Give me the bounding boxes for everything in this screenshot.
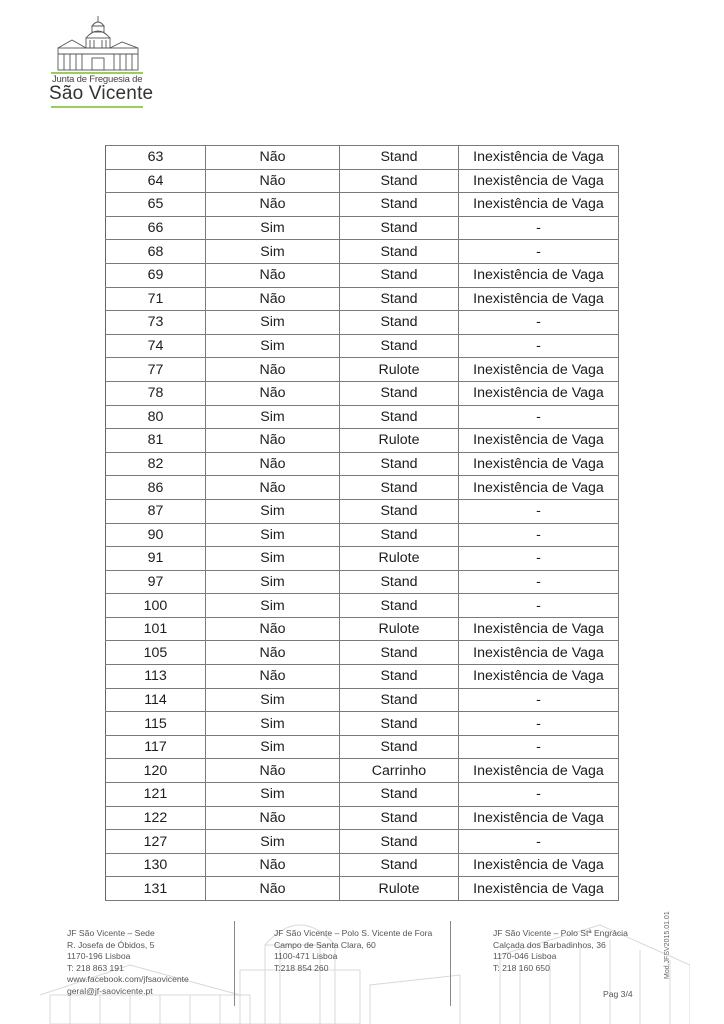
reason-cell: Inexistência de Vaga	[459, 617, 619, 641]
status-cell: Não	[206, 476, 340, 500]
type-cell: Stand	[340, 240, 459, 264]
reason-cell: Inexistência de Vaga	[459, 665, 619, 689]
number-cell: 91	[106, 547, 206, 571]
type-cell: Stand	[340, 641, 459, 665]
type-cell: Rulote	[340, 547, 459, 571]
type-cell: Stand	[340, 169, 459, 193]
type-cell: Stand	[340, 665, 459, 689]
table-row	[106, 452, 619, 476]
polo-engracia-address: Calçada dos Barbadinhos, 36	[493, 939, 606, 950]
reason-cell: -	[459, 570, 619, 594]
status-cell: Não	[206, 617, 340, 641]
footer-divider	[450, 921, 451, 1006]
table-row	[106, 146, 619, 170]
polo-fora-postal: 1100-471 Lisboa	[274, 951, 338, 962]
type-cell: Stand	[340, 570, 459, 594]
table-row	[106, 735, 619, 759]
reason-cell: Inexistência de Vaga	[459, 452, 619, 476]
logo-text-line1: Junta de Freguesia de	[52, 74, 143, 85]
type-cell: Stand	[340, 712, 459, 736]
status-cell: Não	[206, 806, 340, 830]
status-cell: Sim	[206, 405, 340, 429]
number-cell: 121	[106, 783, 206, 807]
status-cell: Não	[206, 169, 340, 193]
type-cell: Stand	[340, 476, 459, 500]
table-row	[106, 665, 619, 689]
table-row	[106, 287, 619, 311]
reason-cell: Inexistência de Vaga	[459, 263, 619, 287]
type-cell: Stand	[340, 381, 459, 405]
table-row	[106, 523, 619, 547]
number-cell: 105	[106, 641, 206, 665]
status-cell: Não	[206, 358, 340, 382]
table-row	[106, 193, 619, 217]
type-cell: Stand	[340, 334, 459, 358]
status-cell: Não	[206, 146, 340, 170]
polo-fora-title: JF São Vicente – Polo S. Vicente de Fora	[274, 928, 433, 938]
type-cell: Stand	[340, 806, 459, 830]
type-cell: Rulote	[340, 429, 459, 453]
number-cell: 113	[106, 665, 206, 689]
number-cell: 100	[106, 594, 206, 618]
status-cell: Sim	[206, 216, 340, 240]
status-cell: Não	[206, 429, 340, 453]
status-cell: Sim	[206, 334, 340, 358]
reason-cell: -	[459, 311, 619, 335]
type-cell: Rulote	[340, 617, 459, 641]
table-row	[106, 405, 619, 429]
reason-cell: Inexistência de Vaga	[459, 759, 619, 783]
type-cell: Stand	[340, 311, 459, 335]
number-cell: 63	[106, 146, 206, 170]
table-row	[106, 853, 619, 877]
number-cell: 97	[106, 570, 206, 594]
reason-cell: -	[459, 499, 619, 523]
type-cell: Rulote	[340, 358, 459, 382]
status-cell: Sim	[206, 688, 340, 712]
sede-email-link[interactable]: geral@jf-saovicente.pt	[67, 985, 153, 996]
type-cell: Stand	[340, 830, 459, 854]
table-row	[106, 169, 619, 193]
number-cell: 87	[106, 499, 206, 523]
number-cell: 122	[106, 806, 206, 830]
type-cell: Stand	[340, 216, 459, 240]
type-cell: Rulote	[340, 877, 459, 901]
sede-postal: 1170-196 Lisboa	[67, 951, 131, 962]
type-cell: Stand	[340, 735, 459, 759]
number-cell: 73	[106, 311, 206, 335]
reason-cell: -	[459, 405, 619, 429]
number-cell: 127	[106, 830, 206, 854]
polo-fora-phone: T:218 854 260	[274, 962, 329, 973]
type-cell: Stand	[340, 263, 459, 287]
number-cell: 115	[106, 712, 206, 736]
reason-cell: Inexistência de Vaga	[459, 429, 619, 453]
logo-text-line2: São Vicente	[49, 83, 154, 104]
status-cell: Não	[206, 853, 340, 877]
reason-cell: Inexistência de Vaga	[459, 358, 619, 382]
sede-title: JF São Vicente – Sede	[67, 928, 155, 938]
status-cell: Não	[206, 759, 340, 783]
sede-phone: T: 218 863 191	[67, 962, 124, 973]
sede-facebook-link[interactable]: www.facebook.com/jfsaovicente	[67, 974, 189, 985]
number-cell: 131	[106, 877, 206, 901]
number-cell: 120	[106, 759, 206, 783]
number-cell: 74	[106, 334, 206, 358]
status-cell: Não	[206, 641, 340, 665]
table-row	[106, 759, 619, 783]
reason-cell: -	[459, 712, 619, 736]
reason-cell: -	[459, 240, 619, 264]
polo-engracia-title: JF São Vicente – Polo Stª Engrácia	[493, 928, 628, 938]
reason-cell: Inexistência de Vaga	[459, 877, 619, 901]
reason-cell: Inexistência de Vaga	[459, 641, 619, 665]
status-cell: Sim	[206, 735, 340, 759]
table-row	[106, 688, 619, 712]
status-cell: Sim	[206, 240, 340, 264]
number-cell: 64	[106, 169, 206, 193]
reason-cell: -	[459, 830, 619, 854]
status-cell: Sim	[206, 712, 340, 736]
status-cell: Não	[206, 381, 340, 405]
number-cell: 82	[106, 452, 206, 476]
table-row	[106, 381, 619, 405]
building-logo-icon	[52, 14, 144, 72]
table-row	[106, 877, 619, 901]
type-cell: Stand	[340, 688, 459, 712]
reason-cell: -	[459, 334, 619, 358]
type-cell: Stand	[340, 146, 459, 170]
status-cell: Não	[206, 665, 340, 689]
logo	[48, 14, 154, 106]
type-cell: Stand	[340, 783, 459, 807]
number-cell: 80	[106, 405, 206, 429]
table-row	[106, 476, 619, 500]
reason-cell: Inexistência de Vaga	[459, 853, 619, 877]
polo-fora-address: Campo de Santa Clara, 60	[274, 939, 376, 950]
table-row	[106, 547, 619, 571]
number-cell: 114	[106, 688, 206, 712]
number-cell: 117	[106, 735, 206, 759]
number-cell: 69	[106, 263, 206, 287]
table-row	[106, 830, 619, 854]
logo-accent-bar	[51, 106, 143, 108]
status-cell: Não	[206, 877, 340, 901]
type-cell: Stand	[340, 405, 459, 429]
footer-address-sede	[67, 928, 189, 998]
status-cell: Sim	[206, 499, 340, 523]
reason-cell: Inexistência de Vaga	[459, 476, 619, 500]
status-cell: Sim	[206, 311, 340, 335]
table-row	[106, 641, 619, 665]
table-row	[106, 263, 619, 287]
type-cell: Stand	[340, 452, 459, 476]
status-cell: Sim	[206, 830, 340, 854]
status-cell: Sim	[206, 547, 340, 571]
table-row	[106, 594, 619, 618]
number-cell: 130	[106, 853, 206, 877]
type-cell: Stand	[340, 523, 459, 547]
reason-cell: -	[459, 216, 619, 240]
number-cell: 68	[106, 240, 206, 264]
status-cell: Não	[206, 287, 340, 311]
number-cell: 90	[106, 523, 206, 547]
polo-engracia-postal: 1170-046 Lisboa	[493, 951, 557, 962]
reason-cell: Inexistência de Vaga	[459, 146, 619, 170]
sede-address: R. Josefa de Óbidos, 5	[67, 939, 155, 950]
status-cell: Não	[206, 452, 340, 476]
table-row	[106, 712, 619, 736]
data-table	[105, 145, 619, 901]
table-row	[106, 240, 619, 264]
footer-address-polo-fora	[274, 928, 432, 974]
status-cell: Não	[206, 193, 340, 217]
table-row	[106, 358, 619, 382]
page-number: Pag 3/4	[603, 989, 633, 999]
number-cell: 101	[106, 617, 206, 641]
type-cell: Stand	[340, 853, 459, 877]
type-cell: Stand	[340, 287, 459, 311]
status-cell: Sim	[206, 523, 340, 547]
footer-address-polo-engracia	[493, 928, 628, 974]
reason-cell: Inexistência de Vaga	[459, 381, 619, 405]
status-cell: Não	[206, 263, 340, 287]
model-code: Mod.JFSV2015.01.01	[664, 911, 671, 979]
footer	[0, 911, 724, 1024]
status-cell: Sim	[206, 570, 340, 594]
type-cell: Carrinho	[340, 759, 459, 783]
number-cell: 65	[106, 193, 206, 217]
reason-cell: -	[459, 735, 619, 759]
reason-cell: -	[459, 523, 619, 547]
table-row	[106, 806, 619, 830]
reason-cell: Inexistência de Vaga	[459, 287, 619, 311]
reason-cell: -	[459, 688, 619, 712]
number-cell: 81	[106, 429, 206, 453]
status-cell: Sim	[206, 783, 340, 807]
table-row	[106, 570, 619, 594]
type-cell: Stand	[340, 594, 459, 618]
footer-divider	[234, 921, 235, 1006]
type-cell: Stand	[340, 193, 459, 217]
number-cell: 71	[106, 287, 206, 311]
number-cell: 66	[106, 216, 206, 240]
table-row	[106, 334, 619, 358]
table-row	[106, 216, 619, 240]
number-cell: 77	[106, 358, 206, 382]
status-cell: Sim	[206, 594, 340, 618]
table-row	[106, 783, 619, 807]
reason-cell: -	[459, 783, 619, 807]
table-row	[106, 311, 619, 335]
number-cell: 86	[106, 476, 206, 500]
table-row	[106, 617, 619, 641]
table-row	[106, 429, 619, 453]
table-row	[106, 499, 619, 523]
reason-cell: -	[459, 547, 619, 571]
reason-cell: Inexistência de Vaga	[459, 169, 619, 193]
number-cell: 78	[106, 381, 206, 405]
reason-cell: Inexistência de Vaga	[459, 806, 619, 830]
type-cell: Stand	[340, 499, 459, 523]
polo-engracia-phone: T: 218 160 650	[493, 962, 550, 973]
reason-cell: -	[459, 594, 619, 618]
reason-cell: Inexistência de Vaga	[459, 193, 619, 217]
